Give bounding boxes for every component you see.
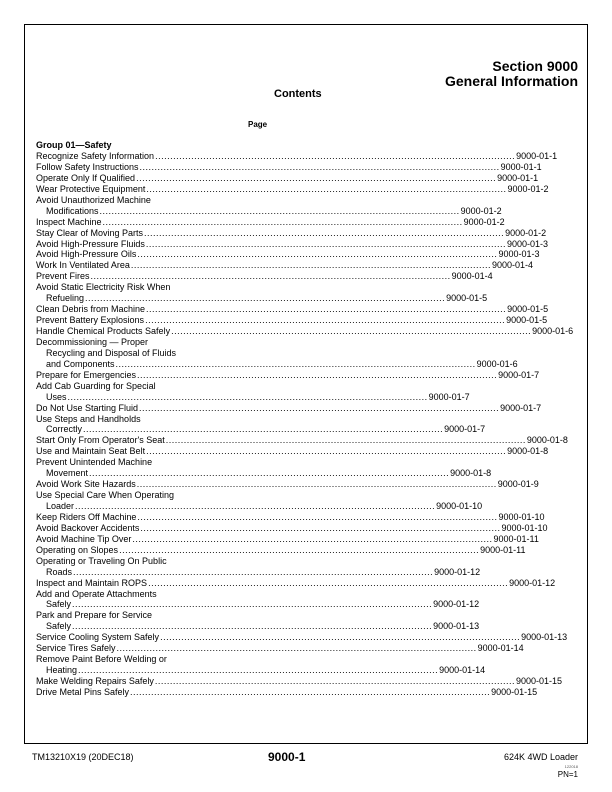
toc-entry[interactable] bbox=[36, 589, 269, 600]
toc-leader-dots: ........................................................................................................................ bbox=[72, 599, 433, 610]
toc-entry-label: Work In Ventilated Area bbox=[36, 260, 130, 271]
toc-entry-page: 9000-01-10 bbox=[498, 511, 545, 522]
toc-entry-label: Handle Chemical Products Safely bbox=[36, 326, 171, 336]
toc-entry-label: Prevent Unintended Machine bbox=[36, 457, 153, 468]
toc-entry[interactable] bbox=[36, 161, 542, 173]
toc-entry-page: 9000-01-8 bbox=[526, 435, 568, 446]
toc-leader-dots: ........................................................................................................................ bbox=[116, 643, 477, 654]
toc-entry-label: Service Cooling System Safely bbox=[36, 632, 160, 643]
toc-entry-label: and Components bbox=[46, 358, 115, 369]
toc-leader-dots: ........................................................................................................................ bbox=[171, 326, 532, 336]
toc-entry-label: Use Special Care When Operating bbox=[36, 490, 175, 501]
footer-pn: PN=1 bbox=[557, 770, 578, 779]
toc-entry-label: Avoid High-Pressure Fluids bbox=[36, 238, 145, 249]
toc-entry[interactable] bbox=[36, 348, 269, 359]
toc-entry-page: 9000-01-15 bbox=[515, 676, 562, 686]
toc-leader-dots: ........................................................................................................................ bbox=[146, 183, 507, 194]
toc-entry-label: Park and Prepare for Service bbox=[36, 610, 153, 621]
toc-entry-page: 9000-01-7 bbox=[498, 369, 540, 380]
toc-entry-page: 9000-01-1 bbox=[497, 172, 539, 183]
toc-entry-page: 9000-01-5 bbox=[507, 304, 549, 315]
toc-entry[interactable] bbox=[36, 577, 556, 589]
toc-entry[interactable] bbox=[36, 446, 549, 457]
contents-heading: Contents bbox=[274, 88, 322, 100]
toc-entry-page: 9000-01-6 bbox=[532, 326, 574, 336]
toc-entry[interactable] bbox=[36, 686, 538, 698]
toc-entry-label: Use and Maintain Seat Belt bbox=[36, 446, 146, 457]
toc-entry-label: Roads bbox=[46, 566, 73, 577]
toc-entry-page: 9000-01-11 bbox=[493, 533, 539, 544]
toc-entry-label: Drive Metal Pins Safely bbox=[36, 686, 130, 697]
toc-entry-page: 9000-01-8 bbox=[450, 468, 492, 479]
toc-entry-page: 9000-01-14 bbox=[439, 665, 486, 676]
footer-doc-id: TM13210X19 (20DEC18) bbox=[32, 752, 134, 762]
toc-entry-label: Safely bbox=[46, 599, 72, 610]
toc-leader-dots: ........................................................................................................................ bbox=[146, 304, 507, 315]
toc-entry-label: Do Not Use Starting Fluid bbox=[36, 402, 139, 413]
toc-entry-page: 9000-01-1 bbox=[500, 161, 542, 172]
toc-leader-dots: ........................................................................................................................ bbox=[155, 151, 516, 161]
toc-entry[interactable] bbox=[36, 151, 558, 162]
toc-leader-dots: ........................................................................................................................ bbox=[145, 315, 506, 326]
toc-entry[interactable] bbox=[36, 479, 539, 490]
toc-entry-label: Prepare for Emergencies bbox=[36, 369, 137, 380]
toc-leader-dots: ........................................................................................................................ bbox=[75, 501, 436, 511]
toc-entry-label: Inspect and Maintain ROPS bbox=[36, 577, 148, 588]
footer-product: 624K 4WD Loader bbox=[503, 752, 578, 762]
toc-leader-dots: ........................................................................................................................ bbox=[148, 577, 509, 588]
toc-leader-dots: ........................................................................................................................ bbox=[140, 522, 501, 533]
toc-entry[interactable] bbox=[36, 369, 540, 381]
toc-entry-label: Modifications bbox=[46, 205, 99, 216]
toc-entry-page: 9000-01-9 bbox=[497, 479, 539, 490]
section-number: Section 9000 bbox=[492, 58, 578, 74]
toc-entry-label: Add Cab Guarding for Special bbox=[36, 380, 156, 391]
toc-entry[interactable] bbox=[36, 293, 488, 304]
section-title: General Information bbox=[444, 73, 578, 89]
toc-entry[interactable] bbox=[36, 414, 269, 425]
toc-entry[interactable] bbox=[36, 621, 480, 632]
toc-entry-label: Prevent Battery Explosions bbox=[36, 315, 145, 326]
toc-entry[interactable] bbox=[36, 216, 505, 228]
toc-entry[interactable] bbox=[36, 260, 533, 271]
toc-entry[interactable] bbox=[36, 566, 481, 578]
toc-entry-page: 9000-01-7 bbox=[500, 402, 542, 413]
toc-leader-dots: ........................................................................................................................ bbox=[119, 544, 480, 555]
toc-entry[interactable] bbox=[36, 654, 269, 665]
toc-leader-dots: ........................................................................................................................ bbox=[136, 479, 497, 490]
toc-entry-page: 9000-01-2 bbox=[460, 205, 502, 216]
toc-leader-dots: ........................................................................................................................ bbox=[73, 566, 434, 577]
toc-leader-dots: ........................................................................................................................ bbox=[160, 632, 521, 643]
table-of-contents bbox=[36, 151, 574, 698]
toc-entry-page: 9000-01-10 bbox=[501, 522, 548, 533]
toc-entry-page: 9000-01-6 bbox=[476, 358, 518, 369]
toc-entry[interactable] bbox=[36, 610, 269, 621]
toc-entry[interactable] bbox=[36, 381, 269, 392]
toc-leader-dots: ........................................................................................................................ bbox=[139, 161, 500, 172]
toc-entry-label: Wear Protective Equipment bbox=[36, 183, 146, 194]
toc-entry-label: Correctly bbox=[46, 424, 83, 435]
toc-entry-label: Use Steps and Handholds bbox=[36, 413, 141, 424]
toc-entry-label: Add and Operate Attachments bbox=[36, 588, 157, 599]
toc-leader-dots: ........................................................................................................................ bbox=[154, 676, 515, 686]
toc-entry-page: 9000-01-12 bbox=[509, 577, 556, 588]
toc-entry[interactable] bbox=[36, 643, 524, 654]
toc-entry-page: 9000-01-13 bbox=[521, 632, 568, 643]
toc-entry-label: Loader bbox=[46, 501, 75, 511]
toc-entry[interactable] bbox=[36, 282, 269, 293]
toc-entry-label: Stay Clear of Moving Parts bbox=[36, 227, 144, 238]
toc-leader-dots: ........................................................................................................................ bbox=[144, 227, 505, 238]
toc-entry-label: Avoid Work Site Hazards bbox=[36, 479, 136, 490]
toc-entry-label: Follow Safety Instructions bbox=[36, 161, 139, 172]
toc-leader-dots: ........................................................................................................................ bbox=[146, 446, 507, 457]
toc-leader-dots: ........................................................................................................................ bbox=[90, 271, 451, 282]
toc-entry[interactable] bbox=[36, 183, 549, 195]
toc-leader-dots: ........................................................................................................................ bbox=[83, 424, 444, 435]
toc-entry[interactable] bbox=[36, 533, 539, 545]
toc-entry[interactable] bbox=[36, 435, 568, 446]
toc-leader-dots: ........................................................................................................................ bbox=[115, 358, 476, 369]
toc-entry-label: Avoid Backover Accidents bbox=[36, 522, 140, 533]
toc-entry-label: Avoid Unauthorized Machine bbox=[36, 194, 151, 205]
toc-leader-dots: ........................................................................................................................ bbox=[145, 238, 506, 249]
toc-entry[interactable] bbox=[36, 391, 470, 403]
toc-leader-dots: ........................................................................................................................ bbox=[136, 172, 497, 183]
toc-entry[interactable] bbox=[36, 599, 480, 610]
toc-entry-page: 9000-01-5 bbox=[506, 315, 548, 326]
toc-leader-dots: ........................................................................................................................ bbox=[137, 249, 498, 260]
toc-leader-dots: ........................................................................................................................ bbox=[137, 369, 498, 380]
page-column-header: Page bbox=[248, 120, 268, 129]
toc-entry-label: Operate Only If Qualified bbox=[36, 172, 136, 183]
toc-leader-dots: ........................................................................................................................ bbox=[78, 665, 439, 676]
toc-entry[interactable] bbox=[36, 665, 486, 676]
toc-entry-page: 9000-01-1 bbox=[516, 151, 558, 161]
toc-leader-dots: ........................................................................................................................ bbox=[132, 533, 493, 544]
toc-entry[interactable] bbox=[36, 315, 548, 326]
toc-entry[interactable] bbox=[36, 501, 483, 512]
toc-leader-dots: ........................................................................................................................ bbox=[139, 402, 500, 413]
toc-entry-label: Recycling and Disposal of Fluids bbox=[46, 347, 177, 358]
toc-entry[interactable] bbox=[36, 249, 540, 260]
toc-entry-label: Operating on Slopes bbox=[36, 544, 119, 555]
toc-entry[interactable] bbox=[36, 544, 526, 556]
toc-entry[interactable] bbox=[36, 632, 568, 643]
toc-entry-page: 9000-01-2 bbox=[505, 227, 547, 238]
toc-leader-dots: ........................................................................................................................ bbox=[137, 511, 498, 522]
toc-leader-dots: ........................................................................................................................ bbox=[130, 260, 491, 271]
toc-entry[interactable] bbox=[36, 227, 547, 239]
toc-entry[interactable] bbox=[36, 402, 542, 414]
toc-leader-dots: ........................................................................................................................ bbox=[130, 686, 491, 697]
toc-entry-label: Recognize Safety Information bbox=[36, 151, 155, 161]
toc-entry-page: 9000-01-11 bbox=[480, 544, 526, 555]
toc-entry-page: 9000-01-14 bbox=[477, 643, 524, 654]
toc-entry[interactable] bbox=[36, 358, 518, 370]
toc-entry-page: 9000-01-13 bbox=[433, 621, 480, 632]
toc-entry-label: Keep Riders Off Machine bbox=[36, 511, 137, 522]
toc-entry-label: Avoid Machine Tip Over bbox=[36, 533, 132, 544]
toc-entry-page: 9000-01-2 bbox=[507, 183, 549, 194]
toc-entry-page: 9000-01-7 bbox=[444, 424, 486, 435]
toc-entry[interactable] bbox=[36, 271, 493, 282]
toc-entry[interactable] bbox=[36, 304, 549, 315]
toc-entry-label: Decommissioning — Proper bbox=[36, 336, 149, 347]
toc-entry-page: 9000-01-7 bbox=[428, 391, 470, 402]
toc-leader-dots: ........................................................................................................................ bbox=[99, 205, 460, 216]
toc-leader-dots: ........................................................................................................................ bbox=[89, 468, 450, 479]
group-title: Group 01—Safety bbox=[36, 140, 112, 150]
toc-entry-page: 9000-01-3 bbox=[498, 249, 540, 260]
toc-entry-page: 9000-01-12 bbox=[433, 599, 480, 610]
toc-leader-dots: ........................................................................................................................ bbox=[85, 293, 446, 304]
toc-entry-label: Operating or Traveling On Public bbox=[36, 555, 167, 566]
toc-entry-label: Heating bbox=[46, 665, 78, 676]
toc-entry-page: 9000-01-15 bbox=[491, 686, 538, 697]
toc-entry-label: Inspect Machine bbox=[36, 216, 102, 227]
toc-entry[interactable] bbox=[36, 490, 269, 501]
toc-entry-page: 9000-01-3 bbox=[506, 238, 548, 249]
toc-entry-label: Avoid High-Pressure Oils bbox=[36, 249, 137, 260]
toc-entry-page: 9000-01-4 bbox=[491, 260, 533, 271]
toc-entry[interactable] bbox=[36, 511, 545, 523]
toc-leader-dots: ........................................................................................................................ bbox=[102, 216, 463, 227]
toc-entry-label: Service Tires Safely bbox=[36, 643, 116, 654]
toc-entry-label: Clean Debris from Machine bbox=[36, 304, 146, 315]
toc-entry[interactable] bbox=[36, 457, 269, 468]
toc-entry[interactable] bbox=[36, 326, 574, 337]
footer-code: 122018 bbox=[564, 764, 578, 769]
toc-leader-dots: ........................................................................................................................ bbox=[72, 621, 433, 632]
toc-entry[interactable] bbox=[36, 522, 548, 534]
toc-leader-dots: ........................................................................................................................ bbox=[67, 391, 428, 402]
toc-entry-page: 9000-01-12 bbox=[434, 566, 481, 577]
toc-entry[interactable] bbox=[36, 238, 548, 250]
toc-entry-label: Uses bbox=[46, 391, 67, 402]
toc-entry-page: 9000-01-2 bbox=[463, 216, 505, 227]
toc-entry[interactable] bbox=[36, 468, 492, 479]
toc-entry-label: Make Welding Repairs Safely bbox=[36, 676, 154, 686]
toc-entry-label: Safely bbox=[46, 621, 72, 632]
toc-entry-label: Prevent Fires bbox=[36, 271, 90, 282]
toc-entry[interactable] bbox=[36, 676, 562, 687]
toc-entry-page: 9000-01-5 bbox=[446, 293, 488, 304]
toc-entry-page: 9000-01-8 bbox=[507, 446, 549, 457]
toc-entry[interactable] bbox=[36, 205, 502, 217]
toc-entry-label: Refueling bbox=[46, 293, 85, 304]
toc-entry[interactable] bbox=[36, 337, 269, 348]
toc-entry[interactable] bbox=[36, 172, 539, 184]
toc-entry-page: 9000-01-10 bbox=[436, 501, 483, 511]
toc-entry-label: Start Only From Operator's Seat bbox=[36, 435, 165, 446]
toc-entry[interactable] bbox=[36, 424, 486, 435]
toc-entry-page: 9000-01-4 bbox=[451, 271, 493, 282]
toc-entry-label: Remove Paint Before Welding or bbox=[36, 654, 167, 665]
footer-page-number: 9000-1 bbox=[268, 750, 306, 764]
toc-leader-dots: ........................................................................................................................ bbox=[165, 435, 526, 446]
toc-entry-label: Movement bbox=[46, 468, 89, 479]
toc-entry[interactable] bbox=[36, 556, 269, 567]
toc-entry-label: Avoid Static Electricity Risk When bbox=[36, 282, 171, 293]
toc-entry[interactable] bbox=[36, 195, 269, 206]
